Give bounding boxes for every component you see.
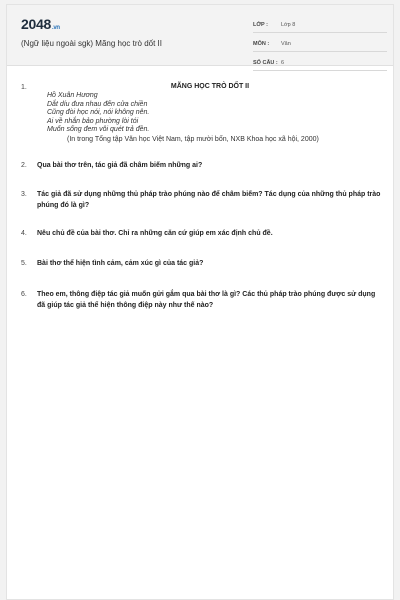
question-text: Qua bài thơ trên, tác giả đã châm biếm những ai?	[37, 161, 203, 169]
meta-row-question-count	[253, 55, 387, 71]
question-4	[21, 228, 383, 239]
question-number: 2.	[21, 161, 27, 169]
question-number: 6.	[21, 290, 27, 298]
question-3	[21, 189, 383, 211]
question-number: 4.	[21, 229, 27, 237]
poem-line: Muốn sống đem vôi quét trả đền.	[47, 126, 150, 133]
poem-source: (In trong Tổng tập Văn học Việt Nam, tập mười bốn, NXB Khoa học xã hội, 2000)	[67, 135, 319, 143]
question-number: 3.	[21, 190, 27, 198]
question-text: Theo em, thông điệp tác giả muốn gửi gắm qua bài thơ là gì? Các thủ pháp trào phúng được sử dụng đã giúp tác giả thể hiện thông điệp này như thế nào?	[37, 290, 376, 309]
poem-text	[37, 92, 383, 135]
meta-row-subject	[253, 36, 387, 52]
meta-label-class: LỚP :	[253, 21, 268, 28]
logo-domain: .vn	[51, 25, 60, 31]
question-2	[21, 160, 383, 171]
poem-author: Hồ Xuân Hương	[47, 92, 98, 99]
poem-line: Dắt díu đưa nhau đến cửa chiền	[47, 100, 148, 108]
question-number: 5.	[21, 259, 27, 267]
question-5	[21, 258, 383, 269]
question-6	[21, 289, 383, 311]
document-header	[7, 5, 393, 66]
document-meta	[253, 17, 387, 74]
question-list	[21, 82, 383, 311]
question-text: Nêu chủ đề của bài thơ. Chỉ ra những căn cứ giúp em xác định chủ đề.	[37, 229, 273, 237]
site-logo[interactable]	[21, 16, 60, 32]
poem-line: Cũng đòi học nói, nói không nên.	[47, 109, 150, 116]
meta-label-question-count: SỐ CÂU :	[253, 59, 278, 66]
meta-row-class	[253, 17, 387, 33]
poem-title: MÃNG HỌC TRÒ DỐT II	[170, 83, 250, 90]
meta-value-class: Lớp 8	[281, 21, 296, 28]
question-text: Tác giả đã sử dụng những thủ pháp trào phúng nào để châm biếm? Tác dụng của những thủ pháp trào phúng đó là gì?	[37, 190, 381, 209]
document-sheet	[6, 4, 394, 600]
poem-line: Ai về nhắn bảo phường lòi tói	[47, 117, 139, 125]
question-text: Bài thơ thể hiện tình cảm, cảm xúc gì của tác giả?	[37, 259, 204, 267]
meta-label-subject: MÔN :	[253, 40, 270, 47]
logo-text: 2048	[21, 16, 51, 32]
meta-value-question-count: 6	[281, 59, 285, 66]
question-number: 1.	[21, 84, 27, 91]
meta-value-subject: Văn	[281, 40, 291, 47]
question-1	[21, 82, 383, 144]
document-title: (Ngữ liệu ngoài sgk) Mãng học trò dốt II	[21, 39, 162, 48]
